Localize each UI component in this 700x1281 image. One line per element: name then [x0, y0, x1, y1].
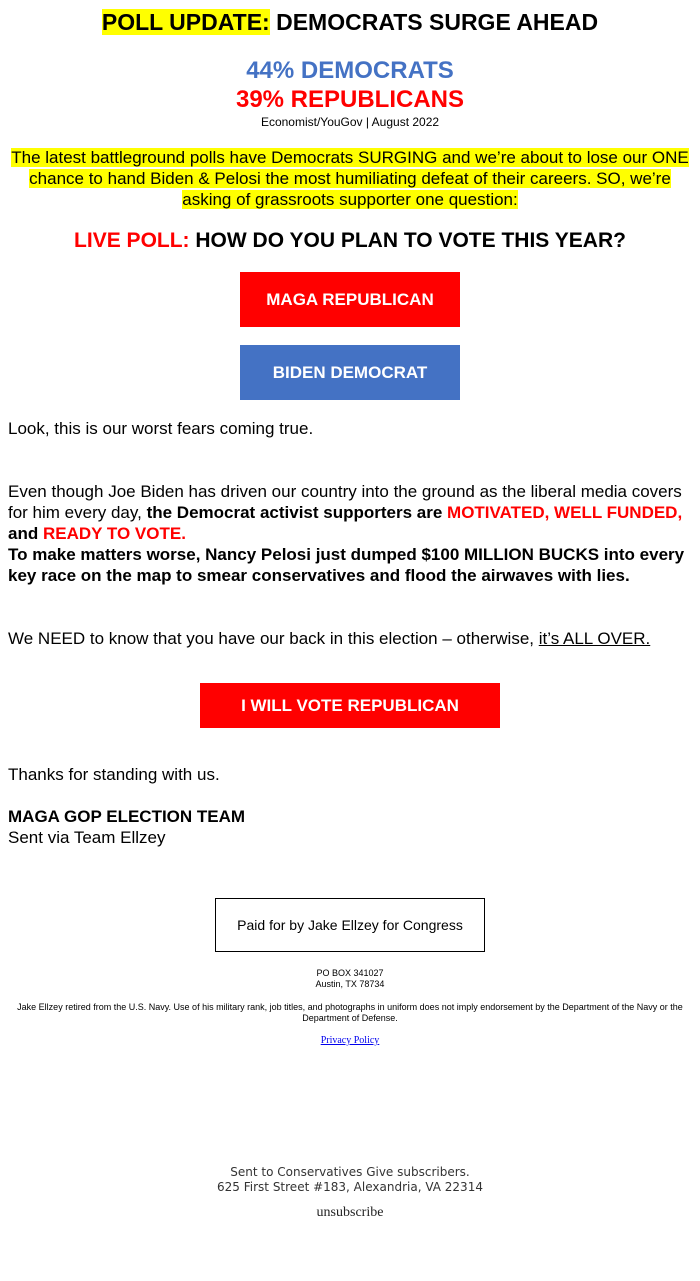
- sent-to-text: Sent to Conservatives Give subscribers.: [230, 1165, 470, 1179]
- city-address: Austin, TX 78734: [315, 979, 385, 989]
- biden-democrat-button[interactable]: BIDEN DEMOCRAT: [240, 345, 460, 400]
- paid-for-box: [215, 898, 485, 952]
- headline-title: DEMOCRATS SURGE AHEAD: [276, 9, 599, 35]
- thanks-text: Thanks for standing with us.: [8, 765, 220, 784]
- poll-democrats: 44% DEMOCRATS: [246, 57, 454, 84]
- intro-paragraph: [8, 147, 692, 210]
- body-paragraph-2: [8, 481, 692, 544]
- unsubscribe-link[interactable]: unsubscribe: [316, 1205, 384, 1220]
- privacy-policy: [0, 1035, 700, 1046]
- maga-republican-button[interactable]: MAGA REPUBLICAN: [240, 272, 460, 327]
- navy-disclaimer: Jake Ellzey retired from the U.S. Navy. Use of his military rank, job titles, and photographs in uniform does not imply endorsement by the Department of the Navy or the Department of Defense.: [17, 1002, 683, 1023]
- paid-for-text: Paid for by Jake Ellzey for Congress: [237, 917, 463, 933]
- sender-address: 625 First Street #183, Alexandria, VA 22314: [217, 1180, 483, 1194]
- privacy-policy-link[interactable]: Privacy Policy: [320, 1035, 380, 1046]
- p2-text-c: MOTIVATED, WELL FUNDED,: [447, 503, 683, 522]
- body-paragraph-4: [8, 628, 692, 649]
- p4-text-a: We NEED to know that you have our back in this election – otherwise,: [8, 629, 535, 648]
- p4-link[interactable]: it’s ALL OVER.: [538, 629, 651, 648]
- headline-label: POLL UPDATE:: [101, 9, 270, 35]
- p2-text-a: Even though Joe Biden has driven our country into the ground as the liberal media covers for him every day,: [8, 482, 682, 522]
- live-poll-question: HOW DO YOU PLAN TO VOTE THIS YEAR?: [195, 229, 626, 252]
- headline: [0, 6, 700, 38]
- intro-text: The latest battleground polls have Democrats SURGING and we’re about to lose our ONE chance to hand Biden & Pelosi the most humiliating defeat of their careers. SO, we’re asking of grassroots supporter one question:: [11, 148, 689, 209]
- p2-text-e: READY TO VOTE.: [42, 524, 186, 543]
- po-box: PO BOX 341027: [316, 968, 384, 978]
- sent-via: Sent via Team Ellzey: [8, 828, 166, 847]
- subscription-footer: [0, 1165, 700, 1195]
- p2-text-b: the Democrat activist supporters are: [146, 503, 443, 522]
- team-signature: MAGA GOP ELECTION TEAM: [8, 807, 246, 826]
- vote-republican-button[interactable]: I WILL VOTE REPUBLICAN: [200, 683, 500, 728]
- body-paragraph-1: Look, this is our worst fears coming true.: [8, 419, 314, 438]
- poll-source: Economist/YouGov | August 2022: [260, 115, 440, 129]
- p2-text-d: and: [8, 524, 39, 543]
- poll-republicans: 39% REPUBLICANS: [235, 86, 465, 113]
- body-paragraph-3: To make matters worse, Nancy Pelosi just dumped $100 MILLION BUCKS into every key race on the map to smear conservatives and flood the airwaves with lies.: [8, 545, 685, 585]
- live-poll-label: LIVE POLL:: [74, 229, 190, 252]
- live-poll-heading: [0, 226, 700, 256]
